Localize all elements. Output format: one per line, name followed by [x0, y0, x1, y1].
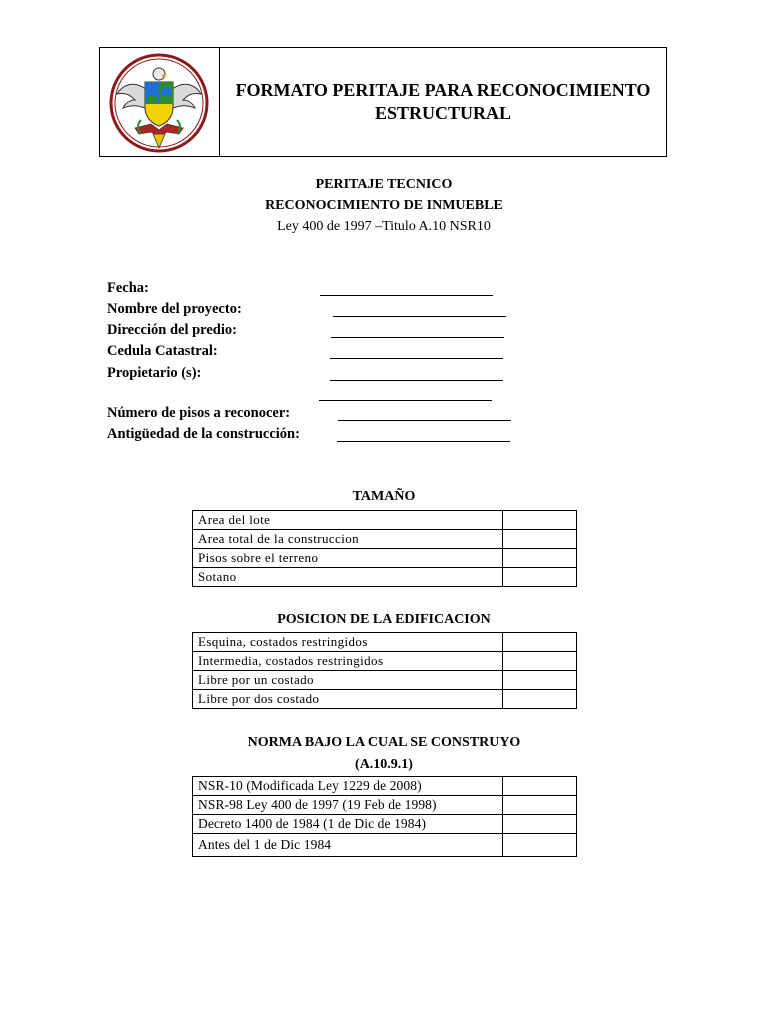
table-norma	[192, 776, 577, 857]
row-value-cell[interactable]	[503, 549, 577, 568]
subtitle-ley: Ley 400 de 1997 –Titulo A.10 NSR10	[277, 219, 491, 234]
row-label: Area del lote	[193, 511, 503, 530]
row-value-cell[interactable]	[503, 530, 577, 549]
field-label-fecha: Fecha:	[107, 280, 149, 296]
row-label: Area total de la construccion	[193, 530, 503, 549]
row-label: Pisos sobre el terreno	[193, 549, 503, 568]
eagle-coat-of-arms-icon	[107, 50, 211, 156]
section-subtitle-norma: (A.10.9.1)	[355, 757, 413, 772]
row-value-cell[interactable]	[503, 815, 577, 834]
field-line-cedula[interactable]	[330, 358, 503, 359]
row-value-cell[interactable]	[503, 652, 577, 671]
table-tamano	[192, 510, 577, 587]
table-row	[193, 652, 577, 671]
table-row	[193, 671, 577, 690]
section-title-posicion: POSICION DE LA EDIFICACION	[277, 612, 491, 627]
row-label: Libre por un costado	[193, 671, 503, 690]
row-value-cell[interactable]	[503, 796, 577, 815]
row-value-cell[interactable]	[503, 777, 577, 796]
table-row	[193, 777, 577, 796]
table-row	[193, 530, 577, 549]
field-label-propietario: Propietario (s):	[107, 365, 202, 381]
table-row	[193, 549, 577, 568]
row-label: Libre por dos costado	[193, 690, 503, 709]
row-label: Esquina, costados restringidos	[193, 633, 503, 652]
row-label: Intermedia, costados restringidos	[193, 652, 503, 671]
field-label-antiguedad: Antigüedad de la construcción:	[107, 426, 300, 442]
row-value-cell[interactable]	[503, 633, 577, 652]
row-value-cell[interactable]	[503, 671, 577, 690]
subtitles	[0, 174, 768, 237]
section-title-norma: NORMA BAJO LA CUAL SE CONSTRUYO	[247, 735, 521, 750]
row-value-cell[interactable]	[503, 511, 577, 530]
subtitle-reconocimiento: RECONOCIMIENTO DE INMUEBLE	[265, 198, 503, 213]
field-line-propietario[interactable]	[330, 380, 503, 381]
table-posicion	[192, 632, 577, 709]
title-cell	[220, 48, 666, 156]
row-value-cell[interactable]	[503, 834, 577, 857]
row-value-cell[interactable]	[503, 568, 577, 587]
table-row	[193, 568, 577, 587]
row-label: NSR-98 Ley 400 de 1997 (19 Feb de 1998)	[193, 796, 503, 815]
table-row	[193, 834, 577, 857]
header-box	[99, 47, 667, 157]
field-label-cedula: Cedula Catastral:	[107, 343, 218, 359]
table-row	[193, 796, 577, 815]
field-label-nombre-proyecto: Nombre del proyecto:	[107, 301, 242, 317]
table-row	[193, 633, 577, 652]
subtitle-peritaje: PERITAJE TECNICO	[315, 177, 453, 192]
field-line-fecha[interactable]	[320, 295, 493, 296]
field-line-propietario-2[interactable]	[319, 400, 492, 401]
field-line-antiguedad[interactable]	[337, 441, 510, 442]
row-label: Antes del 1 de Dic 1984	[193, 834, 503, 857]
page-title: FORMATO PERITAJE PARA RECONOCIMIENTO ESTRUCTURAL	[235, 80, 651, 123]
row-label: NSR-10 (Modificada Ley 1229 de 2008)	[193, 777, 503, 796]
table-row	[193, 815, 577, 834]
row-label: Sotano	[193, 568, 503, 587]
field-line-numero-pisos[interactable]	[338, 420, 511, 421]
section-title-tamano: TAMAÑO	[352, 489, 416, 504]
table-row	[193, 511, 577, 530]
row-value-cell[interactable]	[503, 690, 577, 709]
field-line-nombre-proyecto[interactable]	[333, 316, 506, 317]
field-line-direccion[interactable]	[331, 337, 504, 338]
table-row	[193, 690, 577, 709]
field-label-direccion: Dirección del predio:	[107, 322, 237, 338]
logo-cell	[100, 48, 220, 156]
row-label: Decreto 1400 de 1984 (1 de Dic de 1984)	[193, 815, 503, 834]
field-label-numero-pisos: Número de pisos a reconocer:	[107, 405, 291, 421]
